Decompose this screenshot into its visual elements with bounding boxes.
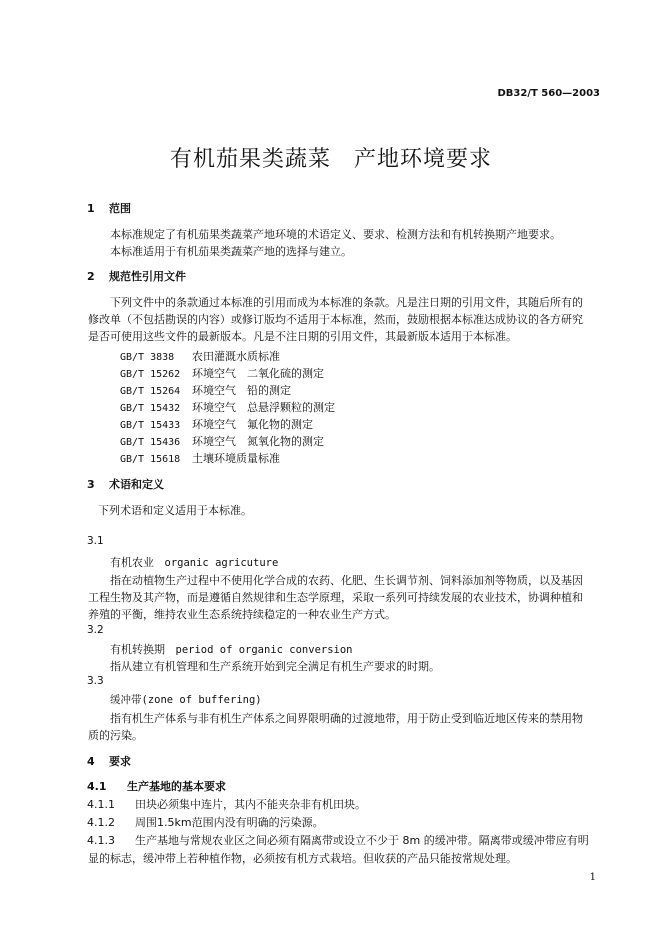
section-title: 范围 bbox=[109, 202, 131, 215]
paragraph: 本标准适用于有机茄果类蔬菜产地的选择与建立。 bbox=[110, 245, 352, 258]
reference-title: 环境空气 氟化物的测定 bbox=[192, 418, 313, 431]
term-chinese: 有机农业 bbox=[110, 556, 154, 569]
section-number: 3 bbox=[87, 478, 95, 491]
definition-line: 指有机生产体系与非有机生产体系之间界限明确的过渡地带，用于防止受到临近地区传来的禁用物 bbox=[110, 712, 583, 725]
term-heading: 缓冲带(zone of buffering) bbox=[110, 694, 262, 706]
subsection-number: 4.1 bbox=[87, 780, 107, 793]
clause-item bbox=[87, 832, 589, 848]
reference-title: 土壤环境质量标准 bbox=[192, 452, 280, 465]
reference-item bbox=[120, 365, 324, 381]
clause-text: 生产基地与常规农业区之间必须有隔离带或设立不少于 8m 的缓冲带。隔离带或缓冲带应有明 bbox=[135, 834, 589, 847]
definition-line: 指从建立有机管理和生产系统开始到完全满足有机生产要求的时期。 bbox=[110, 660, 440, 673]
reference-title: 环境空气 氮氧化物的测定 bbox=[192, 435, 324, 448]
definition-line: 指在动植物生产过程中不使用化学合成的农药、化肥、生长调节剂、饲料添加剂等物质，以及基因 bbox=[110, 574, 583, 587]
section-1-heading bbox=[87, 200, 131, 216]
clause-item bbox=[87, 796, 366, 812]
reference-item bbox=[120, 382, 291, 398]
section-title: 规范性引用文件 bbox=[109, 270, 186, 283]
term-english: period of organic conversion bbox=[175, 644, 353, 656]
section-number: 4 bbox=[87, 755, 95, 768]
paragraph-line: 修改单（不包括勘误的内容）或修订版均不适用于本标准，然而，鼓励根据本标准达成协议的各方研究 bbox=[88, 313, 583, 326]
definition-line: 工程生物及其产物，而是遵循自然规律和生态学原理，采取一系列可持续发展的农业技术，协调种植和 bbox=[88, 591, 583, 604]
page-number: 1 bbox=[589, 872, 596, 883]
reference-title: 农田灌溉水质标准 bbox=[192, 350, 280, 363]
reference-code: GB/T 15262 bbox=[120, 369, 181, 380]
reference-item bbox=[120, 416, 313, 432]
reference-item bbox=[120, 450, 280, 466]
clause-text: 田块必须集中连片，其内不能夹杂非有机田块。 bbox=[135, 798, 366, 811]
term-number: 3.1 bbox=[87, 535, 104, 547]
doc-id: DB32/T 560—2003 bbox=[497, 88, 600, 99]
reference-code: GB/T 3838 bbox=[120, 352, 175, 363]
term-chinese: 有机转换期 bbox=[110, 643, 165, 656]
section-3-heading bbox=[87, 476, 164, 492]
page-title: 有机茄果类蔬菜 产地环境要求 bbox=[169, 147, 492, 172]
section-number: 1 bbox=[87, 202, 95, 215]
reference-code: GB/T 15618 bbox=[120, 454, 181, 465]
term-number: 3.2 bbox=[87, 624, 104, 636]
paragraph: 下列术语和定义适用于本标准。 bbox=[98, 504, 252, 517]
clause-text: 周围1.5km范围内没有明确的污染源。 bbox=[135, 816, 324, 829]
reference-code: GB/T 15433 bbox=[120, 420, 181, 431]
section-4-heading bbox=[87, 753, 131, 769]
subsection-title: 生产基地的基本要求 bbox=[127, 780, 226, 793]
reference-item bbox=[120, 348, 280, 364]
clause-number: 4.1.2 bbox=[87, 816, 115, 829]
paragraph-line: 是否可使用这些文件的最新版本。凡是不注日期的引用文件，其最新版本适用于本标准。 bbox=[88, 330, 517, 343]
term-number: 3.3 bbox=[87, 675, 104, 687]
section-2-heading bbox=[87, 268, 186, 284]
term-english: organic agricuture bbox=[164, 557, 279, 569]
clause-number: 4.1.3 bbox=[87, 834, 115, 847]
paragraph-line: 下列文件中的条款通过本标准的引用而成为本标准的条款。凡是注日期的引用文件，其随后所有的 bbox=[110, 296, 583, 309]
reference-title: 环境空气 二氧化硫的测定 bbox=[192, 367, 324, 380]
reference-title: 环境空气 铅的测定 bbox=[192, 384, 291, 397]
clause-item bbox=[87, 814, 324, 830]
reference-code: GB/T 15264 bbox=[120, 386, 181, 397]
reference-item bbox=[120, 399, 335, 415]
reference-code: GB/T 15436 bbox=[120, 437, 181, 448]
term-heading bbox=[110, 554, 278, 570]
section-title: 术语和定义 bbox=[109, 478, 164, 491]
term-heading bbox=[110, 641, 353, 657]
definition-line: 质的污染。 bbox=[88, 729, 143, 742]
reference-title: 环境空气 总悬浮颗粒的测定 bbox=[192, 401, 335, 414]
reference-code: GB/T 15432 bbox=[120, 403, 181, 414]
reference-item bbox=[120, 433, 324, 449]
clause-number: 4.1.1 bbox=[87, 798, 115, 811]
clause-continuation: 显的标志，缓冲带上若种植作物，必须按有机方式栽培。但收获的产品只能按常规处理。 bbox=[88, 852, 517, 865]
subsection-4-1-heading bbox=[87, 778, 226, 794]
section-title: 要求 bbox=[109, 755, 131, 768]
definition-line: 养殖的平衡，维持农业生态系统持续稳定的一种农业生产方式。 bbox=[88, 608, 396, 621]
section-number: 2 bbox=[87, 270, 95, 283]
paragraph: 本标准规定了有机茄果类蔬菜产地环境的术语定义、要求、检测方法和有机转换期产地要求。 bbox=[110, 228, 561, 241]
